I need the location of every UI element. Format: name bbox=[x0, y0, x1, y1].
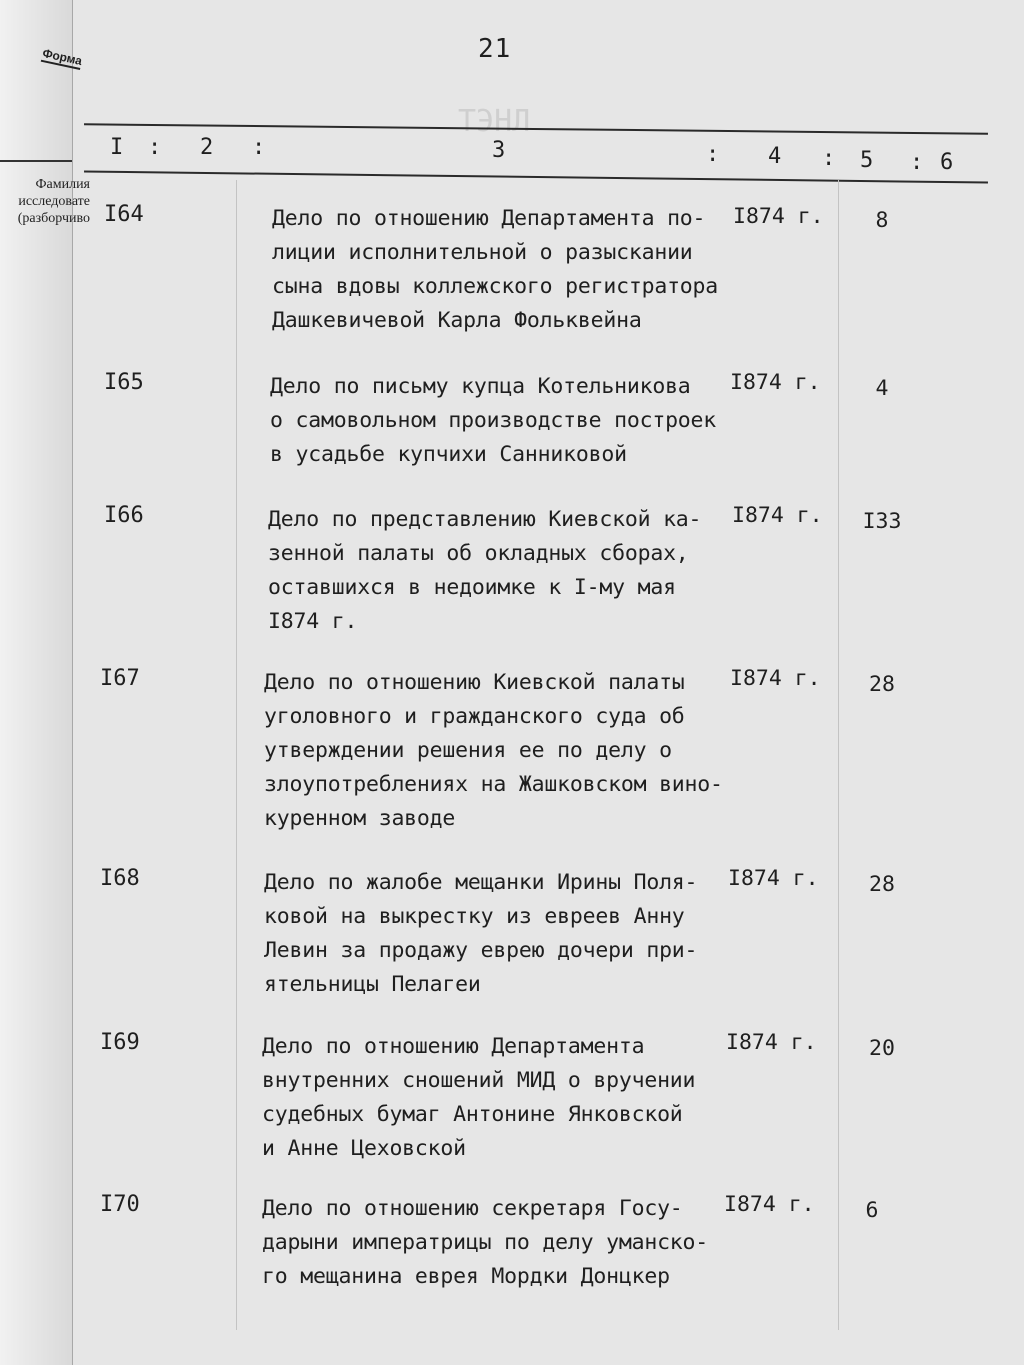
case-year: I874 г. bbox=[733, 204, 824, 229]
col-separator: : bbox=[148, 135, 162, 160]
case-description bbox=[262, 1192, 737, 1294]
description-line: Дело по отношению Департамента bbox=[262, 1034, 645, 1059]
description-line: оставшихся в недоимке к I-му мая bbox=[268, 575, 676, 600]
description-line: внутренних сношений МИД о вручении bbox=[262, 1068, 696, 1093]
description-line: Левин за продажу еврею дочери при- bbox=[264, 938, 698, 963]
description-line: в усадьбе купчихи Санниковой bbox=[270, 442, 627, 467]
description-line: Дело по отношению Департамента по- bbox=[272, 206, 706, 231]
case-year: I874 г. bbox=[730, 370, 821, 395]
description-line: Дело по отношению Киевской палаты bbox=[264, 670, 685, 695]
case-description bbox=[262, 1030, 737, 1166]
sheet-count: 20 bbox=[869, 1036, 895, 1061]
description-line: судебных бумаг Антонине Янковской bbox=[262, 1102, 683, 1127]
description-line: Дело по письму купца Котельникова bbox=[270, 374, 691, 399]
sheet-count: 28 bbox=[869, 672, 895, 697]
col-number-6: 6 bbox=[940, 150, 954, 175]
bleed-through: ТЭНЛ bbox=[458, 104, 531, 139]
case-number: I65 bbox=[104, 370, 144, 395]
case-number: I66 bbox=[104, 503, 144, 528]
sheet-count: I33 bbox=[862, 509, 902, 534]
left-column-header bbox=[0, 176, 90, 227]
description-line: дарыни императрицы по делу уманско- bbox=[262, 1230, 709, 1255]
sheet-count: 6 bbox=[865, 1198, 879, 1223]
description-line: Дело по представлению Киевской ка- bbox=[268, 507, 702, 532]
header-top-rule bbox=[84, 123, 988, 134]
header-bottom-rule bbox=[84, 170, 988, 183]
column-divider bbox=[838, 180, 839, 1330]
left-header-line: Фамилия bbox=[35, 177, 90, 192]
case-number: I64 bbox=[104, 202, 144, 227]
description-line: зенной палаты об окладных сборах, bbox=[268, 541, 689, 566]
case-description bbox=[264, 666, 739, 836]
description-line: уголовного и гражданского суда об bbox=[264, 704, 685, 729]
left-page-rule bbox=[0, 160, 72, 162]
forma-label: Форма bbox=[41, 46, 84, 69]
sheet-count: 28 bbox=[869, 872, 895, 897]
description-line: I874 г. bbox=[268, 609, 358, 634]
description-line: о самовольном производстве построек bbox=[270, 408, 717, 433]
description-line: Дело по отношению секретаря Госу- bbox=[262, 1196, 683, 1221]
description-line: лиции исполнительной о разыскании bbox=[272, 240, 693, 265]
page-number: 21 bbox=[478, 34, 512, 64]
case-description bbox=[268, 503, 743, 639]
description-line: сына вдовы коллежского регистратора bbox=[272, 274, 719, 299]
description-line: куренном заводе bbox=[264, 806, 456, 831]
case-number: I67 bbox=[100, 666, 140, 691]
case-year: I874 г. bbox=[726, 1030, 817, 1055]
description-line: ковой на выкрестку из евреев Анну bbox=[264, 904, 685, 929]
col-number-4: 4 bbox=[768, 144, 782, 169]
case-year: I874 г. bbox=[728, 866, 819, 891]
description-line: и Анне Цеховской bbox=[262, 1136, 466, 1161]
case-number: I69 bbox=[100, 1030, 140, 1055]
col-number-3: 3 bbox=[492, 138, 506, 163]
left-header-line: исследовате bbox=[18, 194, 90, 209]
case-year: I874 г. bbox=[732, 503, 823, 528]
col-separator: : bbox=[910, 150, 924, 175]
left-page-edge bbox=[0, 0, 90, 1365]
description-line: злоупотреблениях на Жашковском вино- bbox=[264, 772, 723, 797]
sheet-count: 8 bbox=[875, 208, 889, 233]
left-header-line: (разборчиво bbox=[17, 211, 90, 226]
sheet-count: 4 bbox=[875, 376, 889, 401]
column-divider bbox=[236, 180, 237, 1330]
case-description bbox=[264, 866, 739, 1002]
description-line: Дело по жалобе мещанки Ирины Поля- bbox=[264, 870, 698, 895]
description-line: ятельницы Пелагеи bbox=[264, 972, 481, 997]
case-number: I70 bbox=[100, 1192, 140, 1217]
col-number-2: 2 bbox=[200, 135, 214, 160]
col-separator: : bbox=[822, 146, 836, 171]
col-number-1: I bbox=[110, 135, 124, 160]
case-description bbox=[272, 202, 747, 338]
case-year: I874 г. bbox=[724, 1192, 815, 1217]
col-number-5: 5 bbox=[860, 148, 874, 173]
description-line: утверждении решения ее по делу о bbox=[264, 738, 672, 763]
col-separator: : bbox=[252, 135, 266, 160]
description-line: Дашкевичевой Карла Фольквейна bbox=[272, 308, 642, 333]
case-number: I68 bbox=[100, 866, 140, 891]
col-separator: : bbox=[706, 142, 720, 167]
case-year: I874 г. bbox=[730, 666, 821, 691]
case-description bbox=[270, 370, 745, 472]
description-line: го мещанина еврея Мордки Донцкер bbox=[262, 1264, 670, 1289]
